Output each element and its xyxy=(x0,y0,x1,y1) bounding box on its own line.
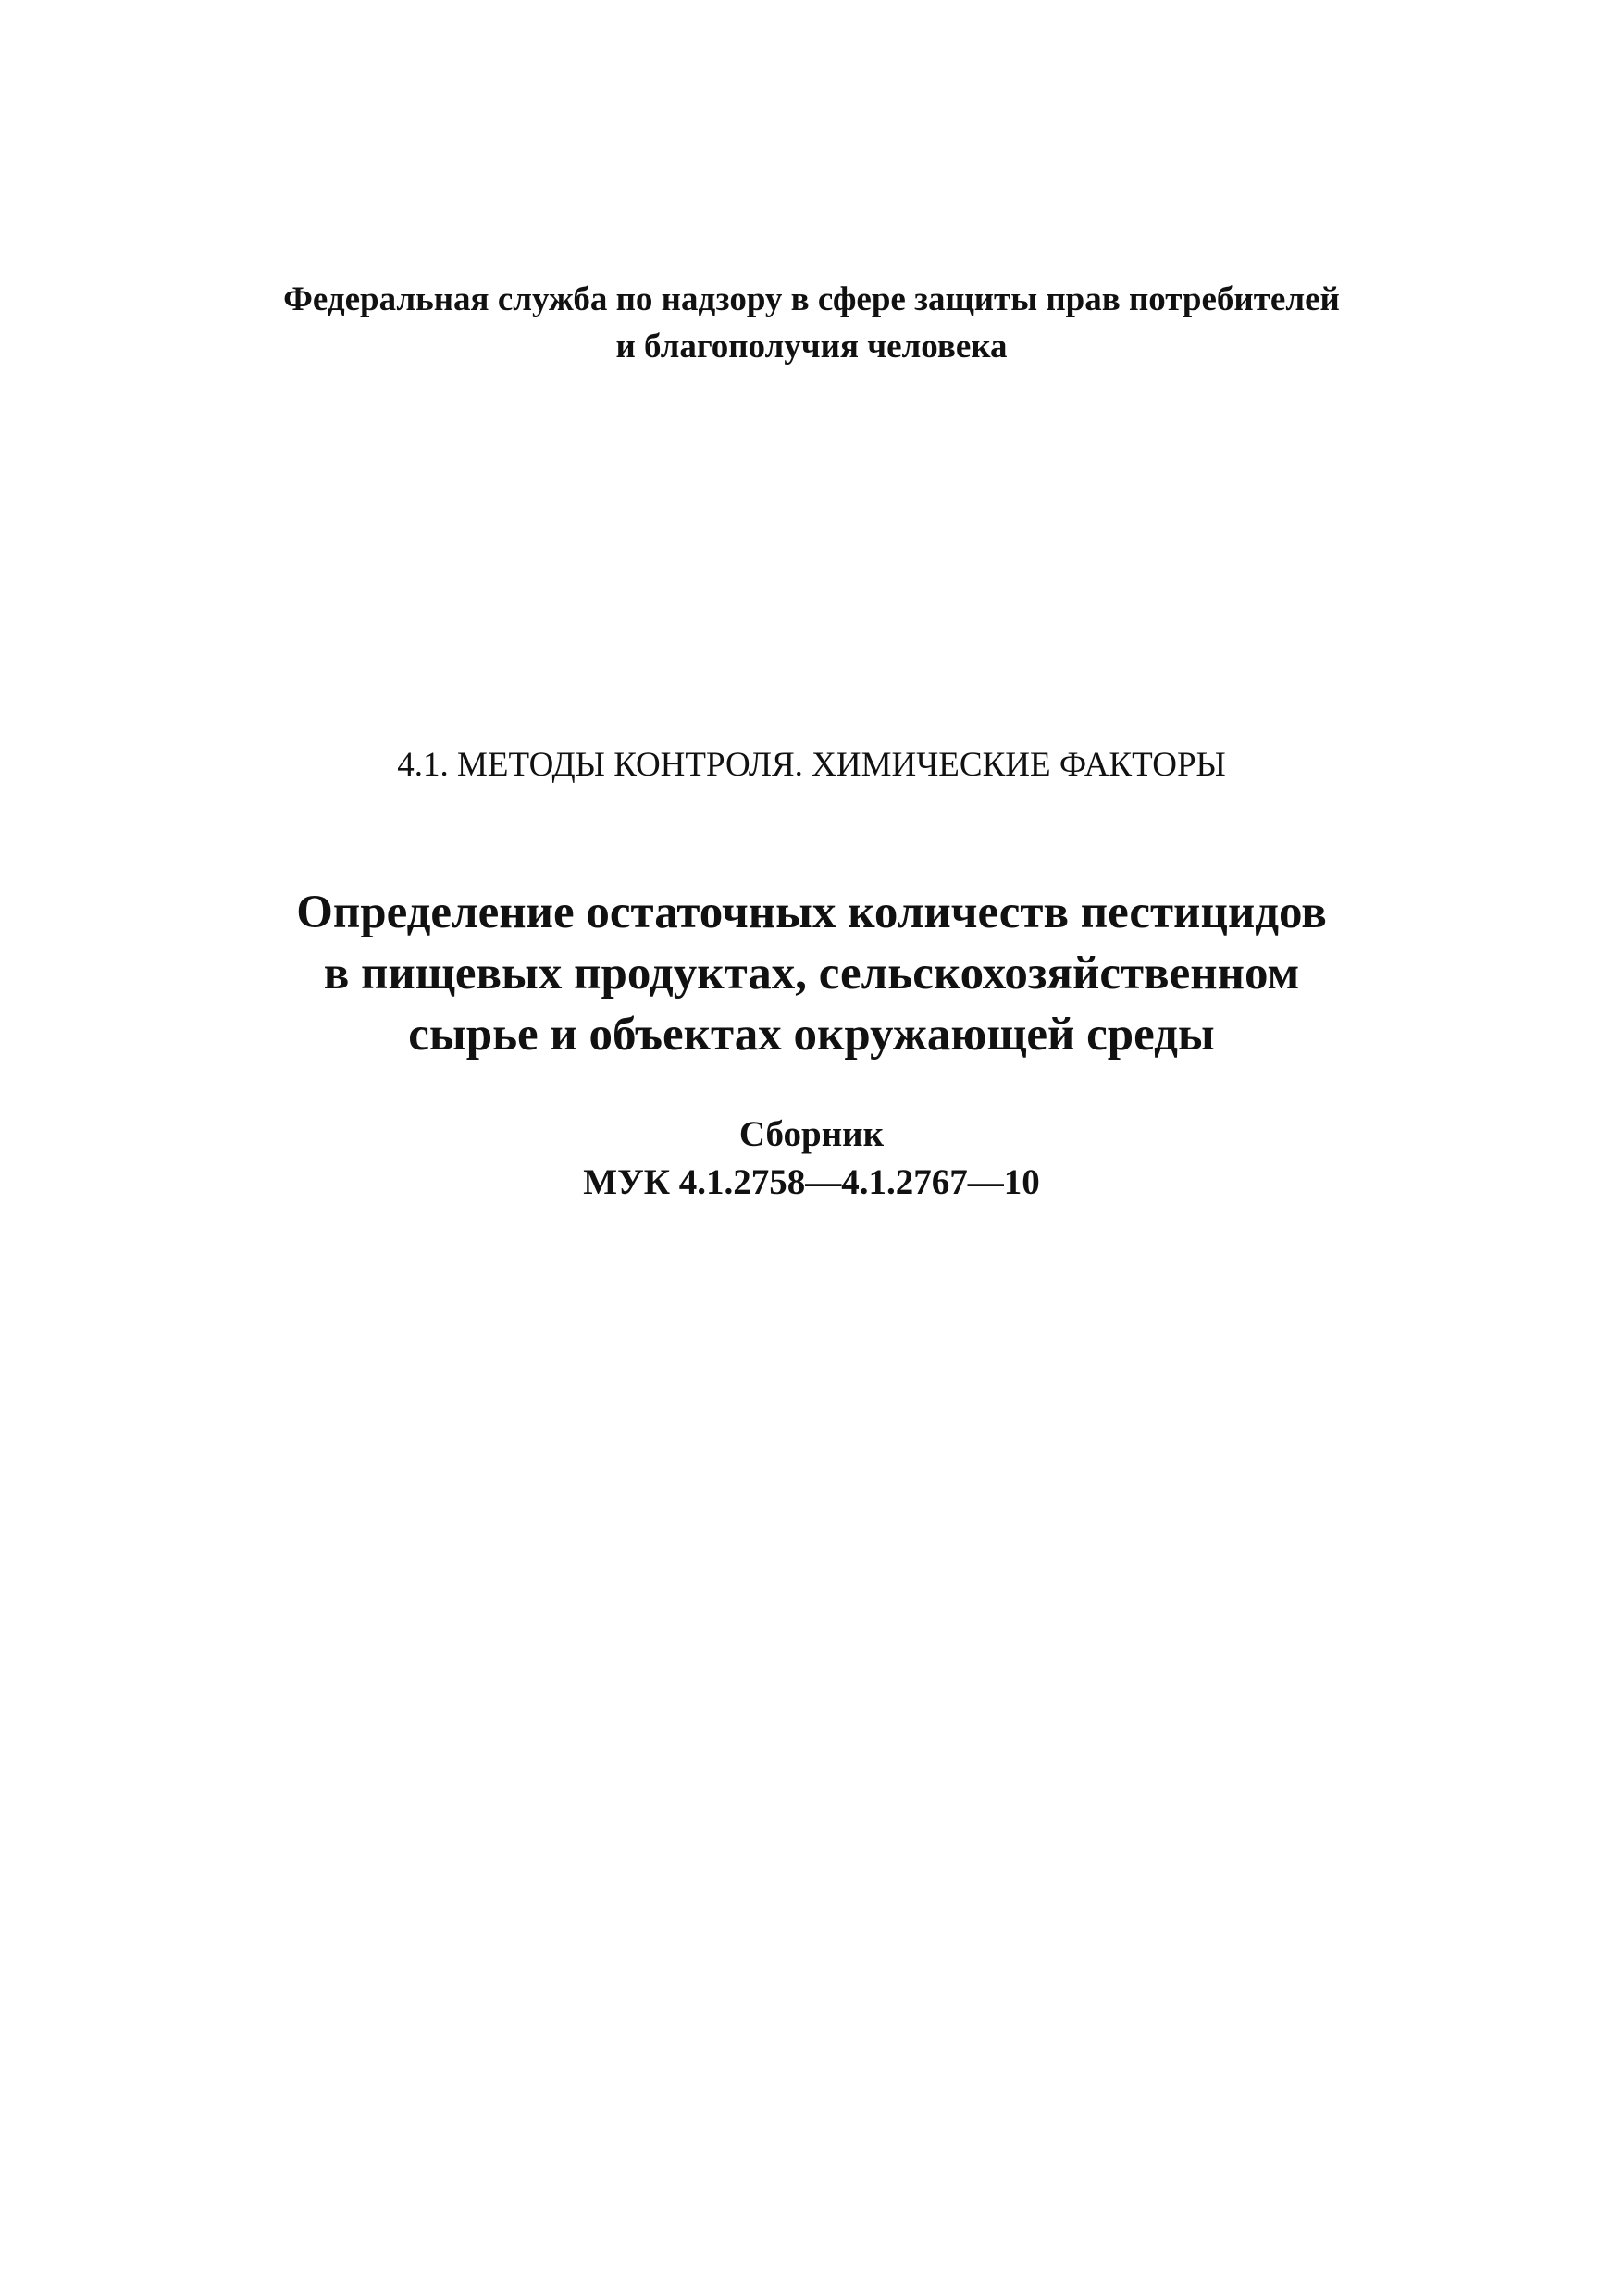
section-heading xyxy=(0,742,1623,788)
title-line-2: в пищевых продуктах, сельскохозяйственном xyxy=(323,948,1300,999)
title-line-1: Определение остаточных количеств пестицидов xyxy=(296,887,1327,938)
organization-line-2: и благополучия человека xyxy=(615,328,1008,366)
document-title xyxy=(0,882,1623,1065)
collection-info xyxy=(0,1111,1623,1207)
collection-label: Сборник xyxy=(738,1114,885,1154)
collection-code: МУК 4.1.2758—4.1.2767—10 xyxy=(583,1162,1040,1202)
section-label: 4.1. МЕТОДЫ КОНТРОЛЯ. ХИМИЧЕСКИЕ ФАКТОРЫ xyxy=(397,746,1226,784)
organization-header xyxy=(0,276,1623,370)
title-line-3: сырье и объектах окружающей среды xyxy=(408,1009,1215,1061)
organization-line-1: Федеральная служба по надзору в сфере защиты прав потребителей xyxy=(283,280,1340,318)
